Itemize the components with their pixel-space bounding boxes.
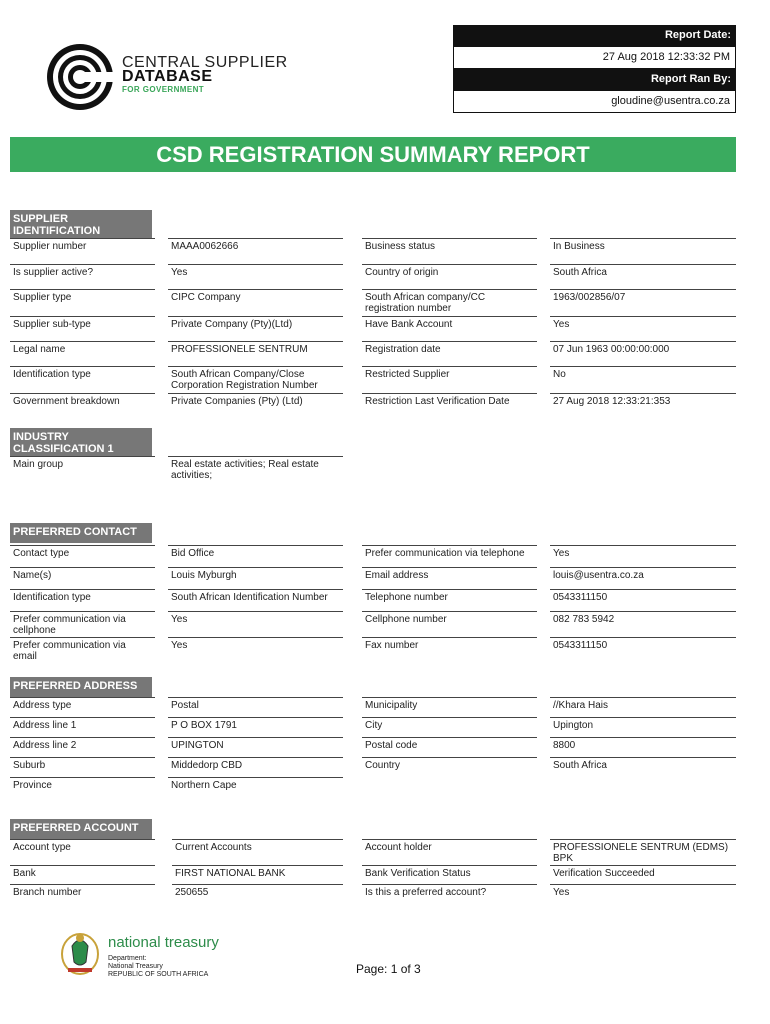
- contact-row-0-value: Bid Office: [168, 545, 343, 567]
- address-row-1-value: P O BOX 1791: [168, 717, 343, 737]
- account-row-0-label: Account type: [10, 839, 155, 865]
- address-row-2-value-2: 8800: [550, 737, 736, 757]
- contact-row-2-label-2: Telephone number: [362, 589, 537, 611]
- section-heading-address: PREFERRED ADDRESS: [10, 677, 152, 697]
- treasury-line3: REPUBLIC OF SOUTH AFRICA: [108, 971, 209, 978]
- report-ran-by-value: gloudine@usentra.co.za: [453, 90, 736, 113]
- supplier-row-3-label: Supplier sub-type: [10, 316, 155, 341]
- supplier-row-4-label: Legal name: [10, 341, 155, 366]
- address-row-2-label: Address line 2: [10, 737, 155, 757]
- supplier-row-6-value-2: 27 Aug 2018 12:33:21:353: [550, 393, 736, 418]
- address-row-2-label-2: Postal code: [362, 737, 537, 757]
- supplier-row-3-value-2: Yes: [550, 316, 736, 341]
- contact-row-1-label-2: Email address: [362, 567, 537, 589]
- contact-row-3-label: Prefer communication via cellphone: [10, 611, 155, 637]
- report-date-label: Report Date:: [453, 25, 736, 46]
- page-title: CSD REGISTRATION SUMMARY REPORT: [10, 137, 736, 172]
- supplier-row-1-value-2: South Africa: [550, 264, 736, 289]
- address-row-3-value-2: South Africa: [550, 757, 736, 777]
- address-row-2-value: UPINGTON: [168, 737, 343, 757]
- supplier-row-0-label: Supplier number: [10, 238, 155, 264]
- account-row-1-value: FIRST NATIONAL BANK: [172, 865, 343, 884]
- supplier-row-4-label-2: Registration date: [362, 341, 537, 366]
- supplier-row-1-label: Is supplier active?: [10, 264, 155, 289]
- address-row-3-label-2: Country: [362, 757, 537, 777]
- address-row-1-value-2: Upington: [550, 717, 736, 737]
- contact-row-4-value-2: 0543311150: [550, 637, 736, 663]
- contact-row-2-value: South African Identification Number: [168, 589, 343, 611]
- account-row-0-label-2: Account holder: [362, 839, 537, 865]
- contact-row-3-label-2: Cellphone number: [362, 611, 537, 637]
- supplier-row-4-value-2: 07 Jun 1963 00:00:00:000: [550, 341, 736, 366]
- supplier-row-0-label-2: Business status: [362, 238, 537, 264]
- account-row-0-value-2: PROFESSIONELE SENTRUM (EDMS) BPK: [550, 839, 736, 865]
- report-date-value: 27 Aug 2018 12:33:32 PM: [453, 46, 736, 69]
- section-heading-contact: PREFERRED CONTACT: [10, 523, 152, 543]
- contact-row-4-label-2: Fax number: [362, 637, 537, 663]
- account-row-1-value-2: Verification Succeeded: [550, 865, 736, 884]
- logo-line2: DATABASE: [122, 68, 213, 85]
- address-row-4-value: Northern Cape: [168, 777, 343, 799]
- supplier-row-5-label: Identification type: [10, 366, 155, 393]
- address-row-1-label: Address line 1: [10, 717, 155, 737]
- address-row-4-label-2: [362, 777, 537, 799]
- supplier-row-2-label: Supplier type: [10, 289, 155, 316]
- logo-line1: CENTRAL SUPPLIER: [122, 54, 288, 71]
- page-number: Page: 1 of 3: [356, 962, 421, 976]
- report-ran-by-label: Report Ran By:: [453, 69, 736, 90]
- address-row-0-value: Postal: [168, 697, 343, 717]
- contact-row-0-value-2: Yes: [550, 545, 736, 567]
- supplier-row-2-value: CIPC Company: [168, 289, 343, 316]
- contact-row-0-label-2: Prefer communication via telephone: [362, 545, 537, 567]
- contact-row-1-value-2: louis@usentra.co.za: [550, 567, 736, 589]
- address-row-0-label: Address type: [10, 697, 155, 717]
- supplier-row-5-value-2: No: [550, 366, 736, 393]
- supplier-row-2-label-2: South African company/CC registration number: [362, 289, 537, 316]
- section-heading-industry: INDUSTRY CLASSIFICATION 1: [10, 428, 152, 456]
- account-row-2-value: 250655: [172, 884, 343, 904]
- coat-of-arms-icon: [58, 928, 103, 976]
- supplier-row-4-value: PROFESSIONELE SENTRUM: [168, 341, 343, 366]
- supplier-row-0-value-2: In Business: [550, 238, 736, 264]
- contact-row-4-label: Prefer communication via email: [10, 637, 155, 663]
- account-row-0-value: Current Accounts: [172, 839, 343, 865]
- treasury-line2: National Treasury: [108, 963, 163, 970]
- account-row-2-label: Branch number: [10, 884, 155, 904]
- supplier-row-6-label: Government breakdown: [10, 393, 155, 418]
- contact-row-3-value-2: 082 783 5942: [550, 611, 736, 637]
- supplier-row-5-label-2: Restricted Supplier: [362, 366, 537, 393]
- logo-line3: FOR GOVERNMENT: [122, 85, 205, 94]
- supplier-row-5-value: South African Company/Close Corporation Registration Number: [168, 366, 343, 393]
- supplier-row-6-label-2: Restriction Last Verification Date: [362, 393, 537, 418]
- supplier-row-1-label-2: Country of origin: [362, 264, 537, 289]
- contact-row-1-label: Name(s): [10, 567, 155, 589]
- csd-logo-icon: [45, 42, 115, 112]
- address-row-1-label-2: City: [362, 717, 537, 737]
- treasury-line1: Department:: [108, 955, 147, 962]
- account-row-1-label: Bank: [10, 865, 155, 884]
- address-row-3-label: Suburb: [10, 757, 155, 777]
- supplier-row-6-value: Private Companies (Pty) (Ltd): [168, 393, 343, 418]
- account-row-2-value-2: Yes: [550, 884, 736, 904]
- section-heading-account: PREFERRED ACCOUNT: [10, 819, 152, 839]
- supplier-row-3-label-2: Have Bank Account: [362, 316, 537, 341]
- address-row-4-value-2: [550, 777, 736, 799]
- address-row-0-label-2: Municipality: [362, 697, 537, 717]
- supplier-row-3-value: Private Company (Pty)(Ltd): [168, 316, 343, 341]
- industry-row-0-label: Main group: [10, 456, 155, 486]
- address-row-3-value: Middedorp CBD: [168, 757, 343, 777]
- treasury-title: national treasury: [108, 934, 219, 951]
- contact-row-0-label: Contact type: [10, 545, 155, 567]
- section-heading-supplier: SUPPLIER IDENTIFICATION: [10, 210, 152, 238]
- address-row-4-label: Province: [10, 777, 155, 799]
- contact-row-1-value: Louis Myburgh: [168, 567, 343, 589]
- supplier-row-2-value-2: 1963/002856/07: [550, 289, 736, 316]
- contact-row-2-value-2: 0543311150: [550, 589, 736, 611]
- contact-row-2-label: Identification type: [10, 589, 155, 611]
- contact-row-3-value: Yes: [168, 611, 343, 637]
- account-row-1-label-2: Bank Verification Status: [362, 865, 537, 884]
- address-row-0-value-2: //Khara Hais: [550, 697, 736, 717]
- supplier-row-1-value: Yes: [168, 264, 343, 289]
- account-row-2-label-2: Is this a preferred account?: [362, 884, 537, 904]
- report-info-box: [453, 25, 736, 113]
- supplier-row-0-value: MAAA0062666: [168, 238, 343, 264]
- contact-row-4-value: Yes: [168, 637, 343, 663]
- industry-row-0-value: Real estate activities; Real estate activities;: [168, 456, 343, 486]
